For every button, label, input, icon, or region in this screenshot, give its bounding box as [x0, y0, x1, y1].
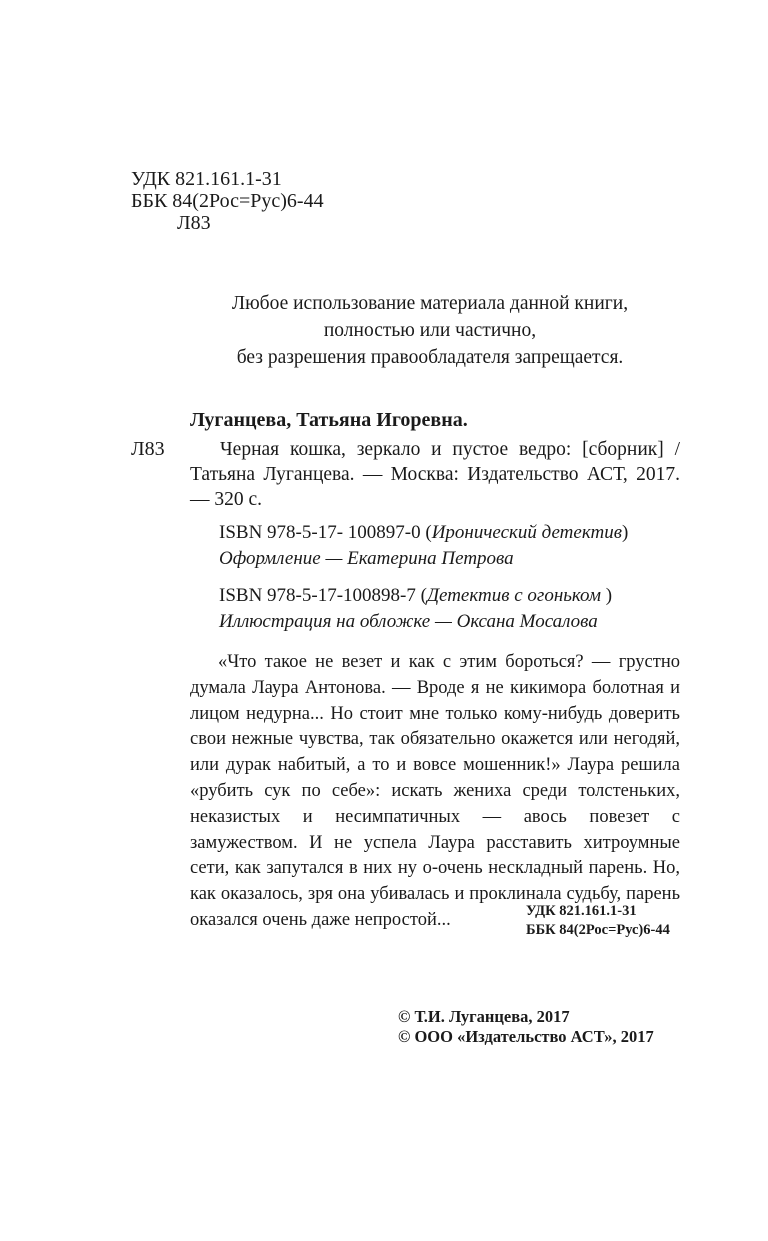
cover-credit: Иллюстрация на обложке — Оксана Мосалова	[219, 611, 598, 632]
record-author-mark: Л83	[131, 438, 165, 460]
isbn-entry-2: ISBN 978-5-17-100898-7 (Детектив с огоньком ) Иллюстрация на обложке — Оксана Мосалова	[219, 583, 689, 635]
copyright-author: © Т.И. Луганцева, 2017	[398, 1007, 570, 1026]
isbn-number: ISBN 978-5-17-100898-7	[219, 585, 416, 606]
isbn-entry-1: ISBN 978-5-17- 100897-0 (Иронический детектив) Оформление — Екатерина Петрова	[219, 520, 689, 572]
udk-code: УДК 821.161.1-31	[131, 168, 282, 190]
copyrights	[398, 1007, 654, 1047]
author-mark: Л83	[177, 212, 211, 234]
series-name: Детектив с огоньком	[426, 585, 606, 606]
bbk-code: ББК 84(2Рос=Рус)6-44	[131, 190, 324, 212]
annotation	[190, 650, 680, 934]
notice-line: полностью или частично,	[323, 320, 537, 341]
footer-bbk: ББК 84(2Рос=Рус)6-44	[526, 922, 670, 938]
notice-line: Любое использование материала данной книги,	[231, 293, 629, 314]
author-heading: Луганцева, Татьяна Игоревна.	[190, 409, 468, 431]
copyright-notice	[140, 290, 720, 371]
bibliographic-description	[190, 437, 680, 512]
design-credit: Оформление — Екатерина Петрова	[219, 548, 514, 569]
isbn-number: ISBN 978-5-17- 100897-0	[219, 522, 421, 543]
description-text: Черная кошка, зеркало и пустое ведро: [сборник] / Татьяна Луганцева. — Москва: Издательство АСТ, 2017. — 320 с.	[190, 439, 680, 510]
footer-udk: УДК 821.161.1-31	[526, 903, 637, 919]
annotation-text: «Что такое не везет и как с этим бороться? — грустно думала Лаура Антонова. — Вроде я не кикимора болотная и лицом недурна... Но стоит мне только кому-нибудь доверить свои нежные чувства, так обязательно окажется или негодяй, или дурак набитый, а то и вовсе мошенник!» Лаура решила «рубить сук по себе»: искать жениха среди толстеньких, неказистых и несимпатичных — авось повезет с замужеством. И не успела Лаура расставить хитроумные сети, как запутался в них ну о-очень нескладный парень. Но, как оказалось, зря она убивалась и проклинала судьбу, парень оказался очень даже непростой...	[190, 652, 680, 930]
footer-codes	[526, 902, 670, 940]
notice-line: без разрешения правообладателя запрещается.	[236, 347, 624, 368]
copyright-publisher: © ООО «Издательство АСТ», 2017	[398, 1027, 654, 1046]
classification-codes	[131, 168, 324, 234]
series-name: Иронический детектив	[431, 522, 622, 543]
